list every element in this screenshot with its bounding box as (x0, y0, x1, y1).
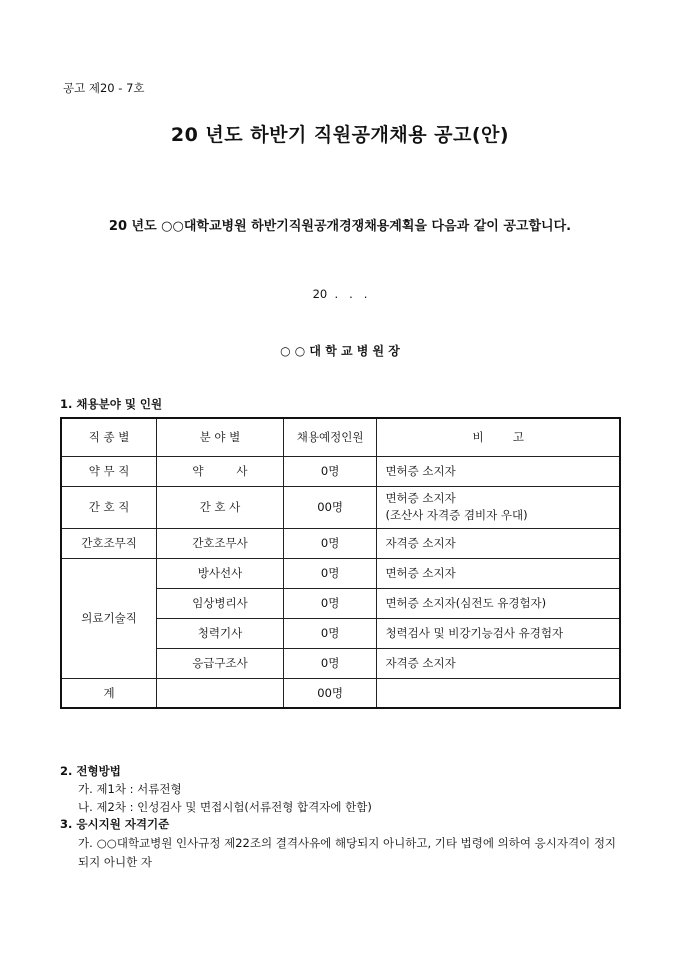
cell-count: 00명 (283, 486, 377, 528)
cell-count: 0명 (283, 558, 377, 588)
cell-field: 응급구조사 (157, 648, 284, 678)
table-row (61, 558, 620, 588)
cell-count: 0명 (283, 588, 377, 618)
cell-note: 자격증 소지자 (377, 528, 620, 558)
section-heading-recruitment: 1. 채용분야 및 인원 (60, 397, 163, 411)
cell-field: 임상병리사 (157, 588, 284, 618)
total-note (377, 678, 620, 708)
cell-note: 면허증 소지자 (377, 558, 620, 588)
selection-step-2: 나. 제2차 : 인성검사 및 면접시험(서류전형 합격자에 한함) (78, 800, 372, 814)
header-field: 분 야 별 (157, 418, 284, 456)
eligibility-item-text: ○○대학교병원 인사규정 제22조의 결격사유에 해당되지 아니하고, 기타 법령에 의하여 응시자격이 정지되지 아니한 자 (78, 836, 617, 869)
notice-number: 공고 제20 - 7호 (63, 81, 145, 95)
cell-field: 간 호 사 (157, 486, 284, 528)
header-note: 비 고 (377, 418, 620, 456)
table-row (61, 486, 620, 528)
cell-category: 간 호 직 (61, 486, 157, 528)
cell-count: 0명 (283, 528, 377, 558)
total-field (157, 678, 284, 708)
cell-note: 면허증 소지자(심전도 유경험자) (377, 588, 620, 618)
announcement-date: 20 . . . (312, 287, 368, 301)
cell-count: 0명 (283, 648, 377, 678)
cell-note: 면허증 소지자 (377, 456, 620, 486)
cell-field: 방사선사 (157, 558, 284, 588)
cell-category: 약 무 직 (61, 456, 157, 486)
cell-count: 0명 (283, 456, 377, 486)
signer: ○ ○ 대 학 교 병 원 장 (280, 344, 400, 358)
table-header-row (61, 418, 620, 456)
selection-step-1: 가. 제1차 : 서류전형 (78, 782, 182, 796)
cell-note: 자격증 소지자 (377, 648, 620, 678)
table-row (61, 528, 620, 558)
document-title: 20 년도 하반기 직원공개채용 공고(안) (170, 124, 510, 146)
cell-field: 청력기사 (157, 618, 284, 648)
table-row (61, 456, 620, 486)
eligibility-item-label: 가. (78, 836, 93, 850)
lead-sentence: 20 년도 ○○대학교병원 하반기직원공개경쟁채용계획을 다음과 같이 공고합니다. (108, 219, 572, 234)
cell-category: 간호조무직 (61, 528, 157, 558)
cell-note (377, 486, 620, 528)
total-count: 00명 (283, 678, 377, 708)
recruitment-table (60, 417, 621, 709)
cell-category: 의료기술직 (61, 558, 157, 678)
header-category: 직 종 별 (61, 418, 157, 456)
cell-field: 간호조무사 (157, 528, 284, 558)
cell-field: 약 사 (157, 456, 284, 486)
section-heading-eligibility: 3. 응시지원 자격기준 (60, 817, 170, 831)
section-heading-selection: 2. 전형방법 (60, 764, 121, 778)
header-count: 채용예정인원 (283, 418, 377, 456)
table-total-row (61, 678, 620, 708)
cell-count: 0명 (283, 618, 377, 648)
total-label: 계 (61, 678, 157, 708)
eligibility-item (78, 834, 626, 872)
cell-note-line1: 면허증 소지자 (385, 491, 456, 505)
cell-note: 청력검사 및 비강기능검사 유경험자 (377, 618, 620, 648)
cell-note-line2: (조산사 자격증 겸비자 우대) (385, 508, 528, 522)
